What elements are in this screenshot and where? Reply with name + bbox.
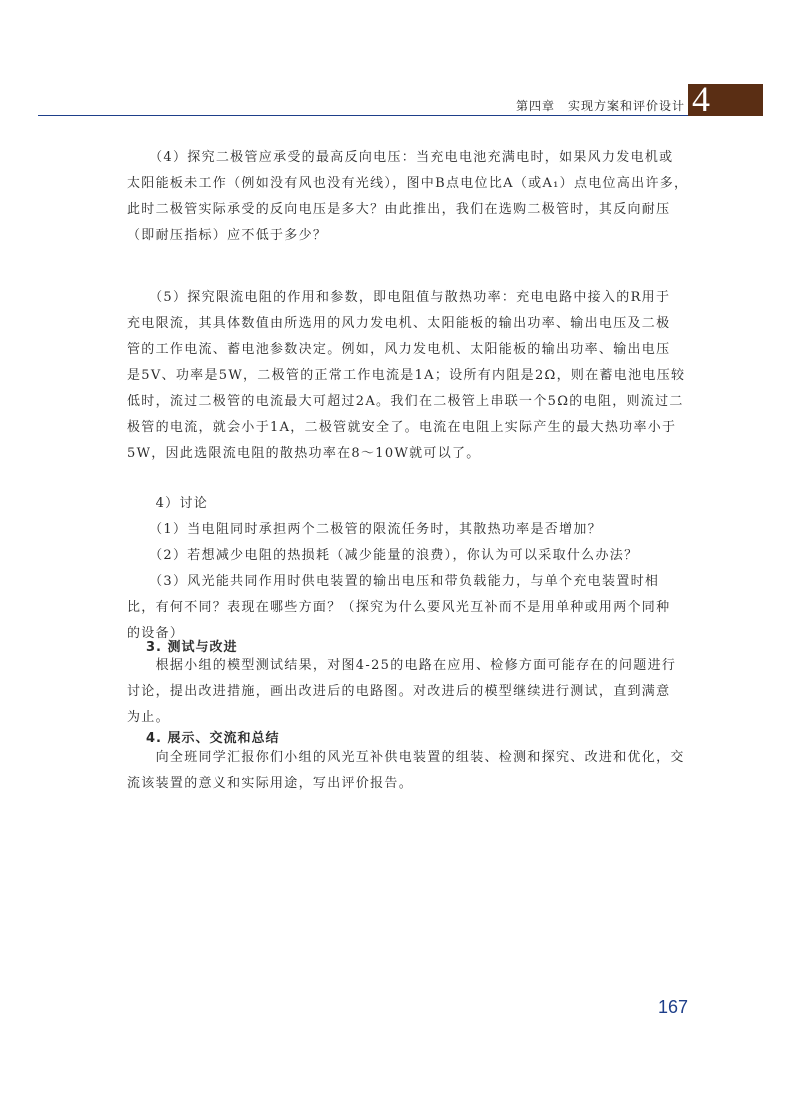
discussion-heading: 4）讨论 [127,496,209,511]
text-line: 极管的电流，就会小于1A，二极管就安全了。电流在电阻上实际产生的最大热功率小于 [127,420,677,435]
text-line: 为止。 [127,710,170,725]
chapter-title: 第四章 实现方案和评价设计 [515,99,685,113]
discussion-item: （1）当电阻同时承担两个二极管的限流任务时，其散热功率是否增加？ [127,522,602,537]
discussion-item: 的设备） [127,626,185,641]
text-line: 讨论，提出改进措施，画出改进后的电路图。对改进后的模型继续进行测试，直到满意 [127,684,671,699]
text-line: 此时二极管实际承受的反向电压是多大？由此推出，我们在选购二极管时，其反向耐压 [127,202,671,217]
text-line: （5）探究限流电阻的作用和参数，即电阻值与散热功率：充电电路中接入的R用于 [127,290,671,305]
paragraph-5 [127,285,687,467]
discussion-item: （2）若想减少电阻的热损耗（减少能量的浪费），你认为可以采取什么办法？ [127,548,639,563]
text-line: 管的工作电流、蓄电池参数决定。例如，风力发电机、太阳能板的输出功率、输出电压 [127,342,671,357]
discussion-item: （3）风光能共同作用时供电装置的输出电压和带负载能力，与单个充电装置时相 [127,574,660,589]
section-4-body [127,745,687,797]
text-line: 是5V、功率是5W，二极管的正常工作电流是1A；设所有内阻是2Ω，则在蓄电池电压较 [127,368,686,383]
paragraph-4 [127,145,687,249]
text-line: 低时，流过二极管的电流最大可超过2A。我们在二极管上串联一个5Ω的电阻，则流过二 [127,394,684,409]
discussion-section [127,491,687,647]
text-line: 充电限流，其具体数值由所选用的风力发电机、太阳能板的输出功率、输出电压及二极 [127,316,671,331]
text-line: 向全班同学汇报你们小组的风光互补供电装置的组装、检测和探究、改进和优化，交 [127,750,685,765]
header-rule [38,115,688,116]
page-number: 167 [657,997,688,1017]
section-4-heading: 4. 展示、交流和总结 [146,731,280,746]
chapter-tab [688,79,763,119]
chapter-number: 4 [692,79,710,119]
text-line: 流该装置的意义和实际用途，写出评价报告。 [127,776,414,791]
text-line: （4）探究二极管应承受的最高反向电压：当充电电池充满电时，如果风力发电机或 [127,150,674,165]
text-line: 太阳能板未工作（例如没有风也没有光线），图中B点电位比A（或A₁）点电位高出许多， [127,176,689,191]
discussion-item: 比，有何不同？表现在哪些方面？（探究为什么要风光互补而不是用单种或用两个同种 [127,600,671,615]
text-line: （即耐压指标）应不低于多少？ [127,228,328,243]
text-line: 5W，因此选限流电阻的散热功率在8～10W就可以了。 [127,446,481,461]
section-3-body [127,653,687,731]
text-line: 根据小组的模型测试结果，对图4-25的电路在应用、检修方面可能存在的问题进行 [127,658,677,673]
section-3-heading: 3. 测试与改进 [146,640,238,655]
